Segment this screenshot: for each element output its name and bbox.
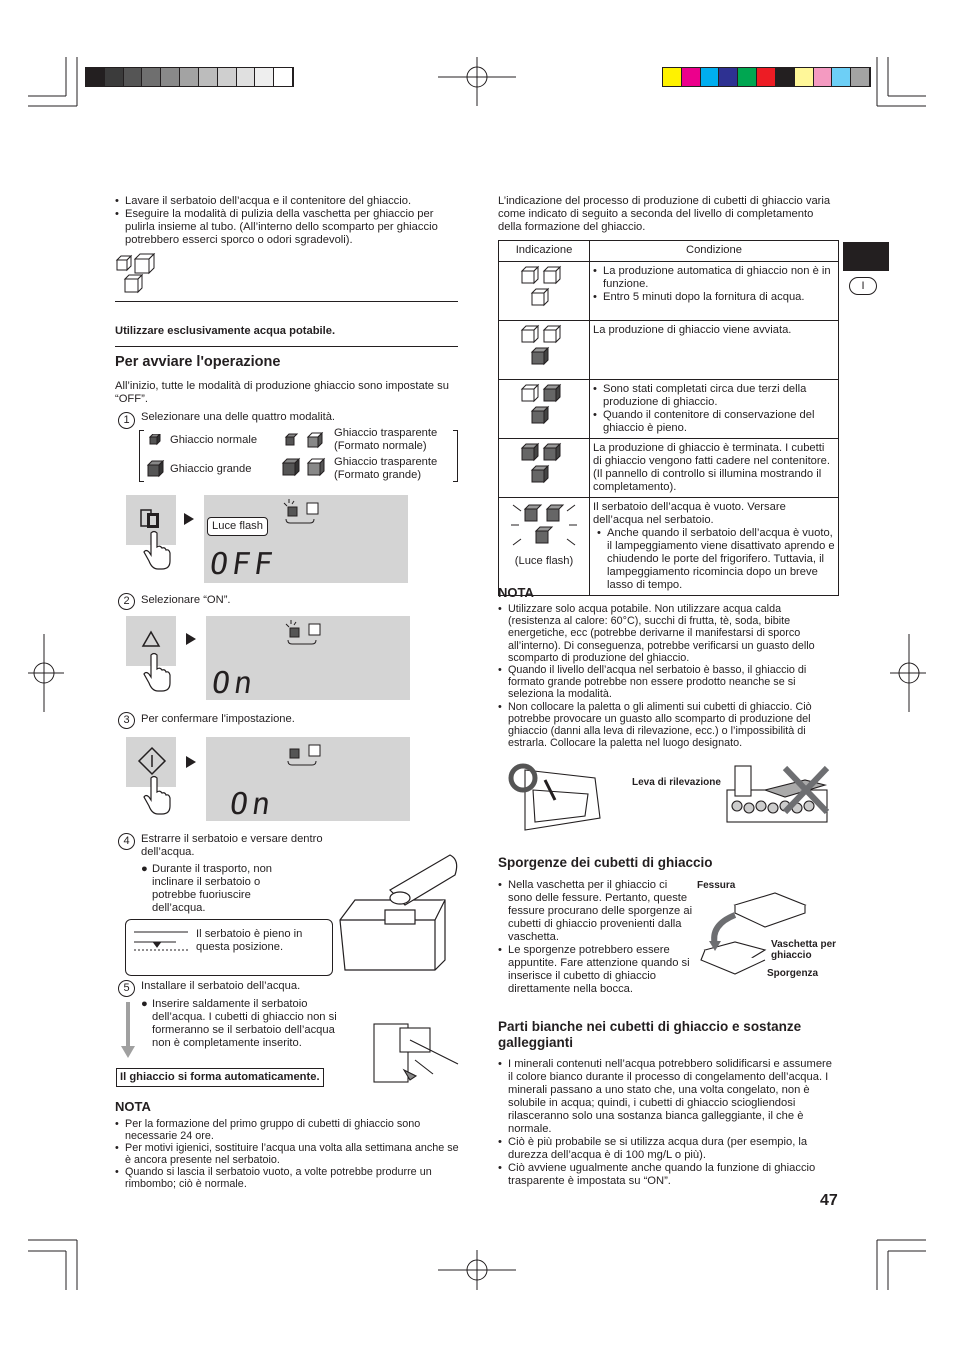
- page-number: 47: [820, 1192, 838, 1209]
- intro-bullet: • Lavare il serbatoio dell’acqua e il contenitore del ghiaccio.: [115, 195, 445, 208]
- cubes-empty-icon: [518, 265, 570, 313]
- condition-cell: [590, 380, 839, 439]
- section-rule: [115, 346, 458, 347]
- nota-bullet: • Utilizzare solo acqua potabile. Non utilizzare acqua calda (resistenza al calore: 60°C), succhi di frutta, tè, soda, bibite energetiche, ecc (potrebbe derivarne il manifestarsi di sporco all’interno). Di conseguenza, potrebbe verificarsi un guasto dello scomparto di produzione del ghiaccio.: [498, 603, 833, 664]
- nota-bullet: • Non collocare la paletta o gli alimenti sui cubetti di ghiaccio. Ciò potrebbe provocare un guasto allo scomparto di produzione del ghiaccio (danni alla leva di rilevazione, ecc.) o l’impossibilità di estrarla. Collocare la paletta nel luogo designato.: [498, 701, 833, 750]
- triangle-up-icon: [141, 630, 161, 648]
- nota-title-right: NOTA: [498, 585, 534, 600]
- hand-pointer-icon: [143, 530, 171, 570]
- flash-label: (Luce flash): [514, 555, 574, 567]
- tank-full-text: Il serbatoio è pieno in questa posizione.: [196, 928, 303, 953]
- step-text: Installare il serbatoio dell’acqua.: [141, 980, 301, 992]
- clear-large-ice-icon: [281, 457, 327, 479]
- table-row: [499, 380, 839, 439]
- arrow-right-icon: [186, 756, 196, 768]
- nota-bullets-right: [498, 603, 833, 749]
- nota-bullets-left: [115, 1118, 460, 1190]
- normal-ice-icon: [149, 434, 161, 446]
- potable-note: Utilizzare esclusivamente acqua potabile.: [115, 325, 336, 337]
- mode-normal: Ghiaccio normale: [170, 434, 258, 446]
- hand-pointer-icon: [143, 775, 171, 815]
- vaschetta-label: Vaschetta per ghiaccio: [771, 939, 837, 961]
- table-header-row: [499, 241, 839, 262]
- step-text: Selezionare una delle quattro modalità.: [141, 411, 336, 423]
- bullet-dot: ●: [141, 998, 148, 1010]
- table-header-indication: Indicazione: [499, 241, 590, 262]
- arrow-right-icon: [184, 513, 194, 525]
- step-number: 1: [118, 412, 135, 429]
- condition-cell: La produzione di ghiaccio viene avviata.: [590, 321, 839, 380]
- mode-clear-normal: Ghiaccio trasparente (Formato normale): [334, 427, 438, 452]
- mode-flash-icon: [282, 618, 326, 646]
- step-number: 4: [118, 833, 135, 850]
- step4-bullet-text: Durante il trasporto, non inclinare il serbatoio o potrebbe fuoriuscire dell’acqua.: [152, 863, 273, 914]
- table-row: [499, 262, 839, 321]
- protrusion-bullet: • Le sporgenze potrebbero essere appuntite. Fare attenzione quando si inserisce il cubetto di ghiaccio direttamente nella bocca.: [498, 944, 693, 996]
- cubes-two-thirds-icon: [518, 383, 570, 431]
- step-number: 5: [118, 980, 135, 997]
- nota-bullet: • Per motivi igienici, sostituire l’acqua una volta alla settimana anche se è ancora presente nel serbatoio.: [115, 1142, 460, 1166]
- display-on-text: On: [209, 666, 259, 701]
- table-row: [499, 439, 839, 498]
- white-bullet: • Ciò avviene ugualmente anche quando la funzione di ghiaccio trasparente è impostata su “ON”.: [498, 1162, 838, 1188]
- display-off-text: OFF: [207, 547, 279, 582]
- start-intro: All’inizio, tutte le modalità di produzione ghiaccio sono impostate su “OFF”.: [115, 380, 449, 405]
- mode-flash-icon: [280, 497, 324, 525]
- display-on-steady-text: On: [227, 787, 277, 822]
- protrusions-heading: Sporgenze dei cubetti di ghiaccio: [498, 855, 713, 870]
- bracket-left: [139, 430, 144, 482]
- mode-list: [139, 427, 459, 484]
- large-ice-icon: [147, 460, 165, 478]
- intro-bullets: [115, 195, 445, 247]
- cubes-icon-cell: [499, 321, 590, 380]
- table-intro: L’indicazione del processo di produzione di cubetti di ghiaccio varia come indicato di seguito a seconda del livello di completamento della formazione del ghiaccio.: [498, 195, 831, 233]
- arrow-right-icon: [186, 633, 196, 645]
- confirm-diamond-icon: [137, 746, 167, 776]
- mode-clear-large: Ghiaccio trasparente (Formato grande): [334, 456, 438, 481]
- condition-cell: La produzione di ghiaccio è terminata. I cubetti di ghiaccio vengono fatti cadere nel contenitore. (Il pannello di controllo si illumina mostrando il completamento).: [590, 439, 839, 498]
- ice-bin-wrong-illustration: [725, 760, 835, 826]
- intro-bullet: • Eseguire la modalità di pulizia della vaschetta per ghiaccio per pulirla insieme al tubo. (All’interno dello scomparto per ghiaccio potrebbero esserci sporco o odori sgradevoli).: [115, 208, 445, 247]
- flow-arrow: [126, 1002, 130, 1048]
- bullet-dot: ●: [141, 863, 148, 875]
- step-number: 2: [118, 593, 135, 610]
- tank-full-callout: [125, 919, 333, 976]
- water-tank-illustration: [330, 850, 460, 975]
- protrusions-bullets: [498, 879, 693, 996]
- condition-bullet: • Entro 5 minuti dopo la fornitura di acqua.: [593, 291, 835, 304]
- cubes-full-icon: [518, 442, 570, 490]
- cubes-icon-cell: [499, 439, 590, 498]
- step-text: Estrarre il serbatoio e versare dentro dell’acqua.: [141, 833, 323, 858]
- step-number: 3: [118, 712, 135, 729]
- condition-cell: [590, 262, 839, 321]
- mode-large: Ghiaccio grande: [170, 463, 252, 475]
- display-panel-off: [204, 495, 408, 583]
- cubes-icon-cell: [499, 262, 590, 321]
- nota-bullet: • Quando il livello dell’acqua nel serbatoio è basso, il ghiaccio di formato grande potrebbe non essere prodotto neanche se si seleziona la modalità.: [498, 664, 833, 701]
- clear-normal-ice-icon: [284, 432, 326, 450]
- step-text: Per confermare l'impostazione.: [141, 713, 295, 725]
- cubes-flashing-icon: [509, 501, 579, 551]
- caution-cubes-icon: [115, 253, 160, 295]
- language-tab-label: I: [849, 277, 877, 295]
- condition-bullet: • Quando il contenitore di conservazione del ghiaccio è pieno.: [593, 409, 835, 435]
- display-panel-on: [206, 616, 410, 700]
- step-text: Selezionare “ON”.: [141, 594, 231, 606]
- mode-select-icon: [140, 507, 162, 529]
- step5-bullet: [141, 998, 347, 1050]
- nota-title-left: NOTA: [115, 1099, 151, 1114]
- table-row: [499, 498, 839, 596]
- condition-bullet: • Sono stati completati circa due terzi della produzione di ghiaccio.: [593, 383, 835, 409]
- table-row: [499, 321, 839, 380]
- condition-text: Il serbatoio dell’acqua è vuoto. Versare dell’acqua nel serbatoio.: [593, 501, 786, 526]
- white-bullet: • Ciò è più probabile se si utilizza acqua dura (per esempio, la durezza dell’acqua è di 100 mg/L o più).: [498, 1136, 838, 1162]
- cubes-one-third-icon: [518, 324, 570, 372]
- display-panel-confirmed: [206, 737, 410, 821]
- step4-bullet: [141, 863, 292, 915]
- nota-bullet: • Per la formazione del primo gruppo di cubetti di ghiaccio sono necessarie 24 ore.: [115, 1118, 460, 1142]
- flow-arrowhead-icon: [121, 1046, 135, 1058]
- cubes-icon-cell: [499, 380, 590, 439]
- condition-cell: [590, 498, 839, 596]
- step5-bullet-text: Inserire saldamente il serbatoio dell’acqua. I cubetti di ghiaccio non si formeranno se il serbatoio dell’acqua non è completamente inserito.: [152, 998, 337, 1049]
- sporgenza-label: Sporgenza: [767, 968, 819, 979]
- white-bullet: • I minerali contenuti nell’acqua potrebbero solidificarsi e assumere il colore bianco durante il processo di congelamento dell’acqua. I minerali passano a uno stato che, una volta congelato, non è solubile in acqua; quindi, i cubetti di ghiaccio sciogliendosi rilasceranno solo una sostanza bianca galleggiante, il che è normale.: [498, 1058, 838, 1136]
- start-heading: Per avviare l'operazione: [115, 354, 281, 370]
- condition-bullet: • Anche quando il serbatoio dell’acqua è vuoto, il lampeggiamento viene disattivato aprendo e chiudendo le porte del frigorifero. Tuttavia, il lampeggiamento ricomincia dopo un breve lasso di tempo.: [597, 527, 835, 592]
- mode-icon: [286, 739, 326, 767]
- indication-table: [498, 240, 839, 596]
- table-header-condition: Condizione: [590, 241, 839, 262]
- white-parts-heading: Parti bianche nei cubetti di ghiaccio e sostanze galleggianti: [498, 1019, 802, 1050]
- section-rule: [115, 301, 458, 302]
- language-tab-bar: [843, 242, 889, 271]
- flash-callout: Luce flash: [207, 517, 268, 536]
- hand-pointer-icon: [143, 652, 171, 692]
- condition-bullet: • La produzione automatica di ghiaccio non è in funzione.: [593, 265, 835, 291]
- white-parts-bullets: [498, 1058, 838, 1188]
- tank-install-illustration: [370, 1020, 462, 1086]
- water-level-icon: [132, 926, 190, 956]
- cubes-icon-cell: [499, 498, 590, 596]
- fessura-label: Fessura: [697, 880, 736, 891]
- nota-bullet: • Quando si lascia il serbatoio vuoto, a volte potrebbe produrre un rimbombo; ciò è normale.: [115, 1166, 460, 1190]
- ice-bin-ok-illustration: [505, 760, 605, 832]
- auto-ice-banner: Il ghiaccio si forma automaticamente.: [116, 1068, 324, 1087]
- protrusion-bullet: • Nella vaschetta per il ghiaccio ci sono delle fessure. Pertanto, queste fessure procurano delle sporgenze ai cubetti di ghiaccio provenienti dalla vaschetta.: [498, 879, 693, 944]
- lever-label: Leva di rilevazione: [632, 777, 721, 788]
